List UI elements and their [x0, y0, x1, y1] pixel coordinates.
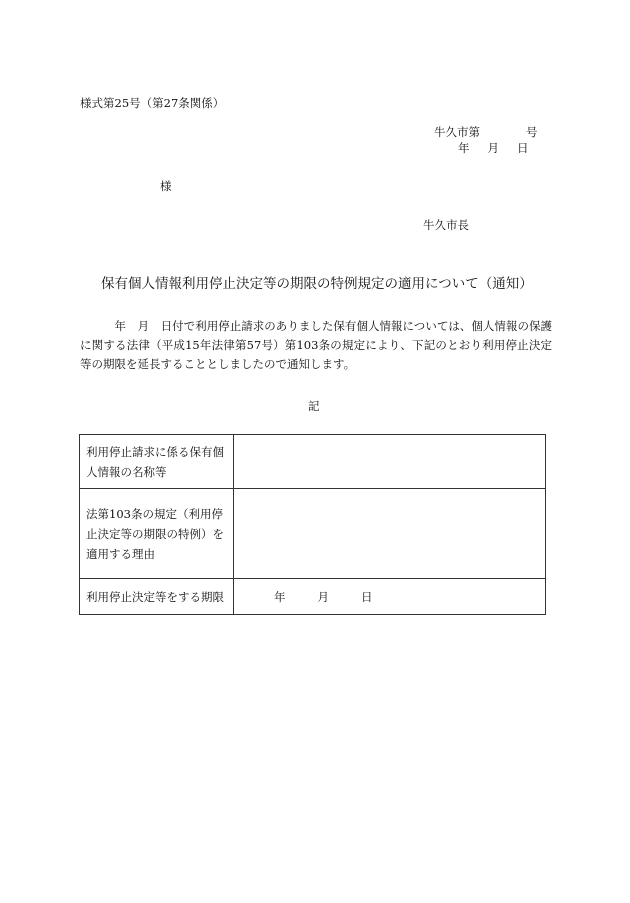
row-value — [234, 489, 546, 579]
table-row — [80, 579, 546, 615]
form-number: 様式第25号（第27条関係） — [80, 96, 225, 110]
body-paragraph: 年 月 日付で利用停止請求のありました保有個人情報については、個人情報の保護に関する法律（平成15年法律第57号）第103条の規定により、下記のとおり利用停止決定等の期限を延長することとしましたので通知します。 — [80, 319, 552, 371]
recipient-honorific: 様 — [160, 179, 172, 193]
issue-date-day: 日 — [517, 141, 529, 155]
document-title: 保有個人情報利用停止決定等の期限の特例規定の適用について（通知） — [101, 276, 533, 292]
table-row — [80, 435, 546, 489]
document-number-prefix: 牛久市第 — [434, 125, 480, 139]
issue-date-month: 月 — [487, 141, 499, 155]
document-number-suffix: 号 — [526, 125, 538, 139]
ki-heading: 記 — [308, 399, 320, 413]
sender: 牛久市長 — [423, 218, 469, 232]
table-row — [80, 489, 546, 579]
row-label: 利用停止決定等をする期限 — [80, 579, 234, 615]
row-label: 利用停止請求に係る保有個人情報の名称等 — [80, 435, 234, 489]
record-table — [79, 434, 546, 615]
issue-date-year: 年 — [458, 141, 470, 155]
deadline-year: 年 — [274, 589, 286, 604]
deadline-day: 日 — [361, 589, 373, 604]
row-value — [234, 435, 546, 489]
row-label: 法第103条の規定（利用停止決定等の期限の特例）を適用する理由 — [80, 489, 234, 579]
deadline-date — [234, 579, 546, 615]
deadline-month: 月 — [317, 589, 329, 604]
issue-date — [458, 140, 529, 156]
document-number — [434, 124, 538, 140]
